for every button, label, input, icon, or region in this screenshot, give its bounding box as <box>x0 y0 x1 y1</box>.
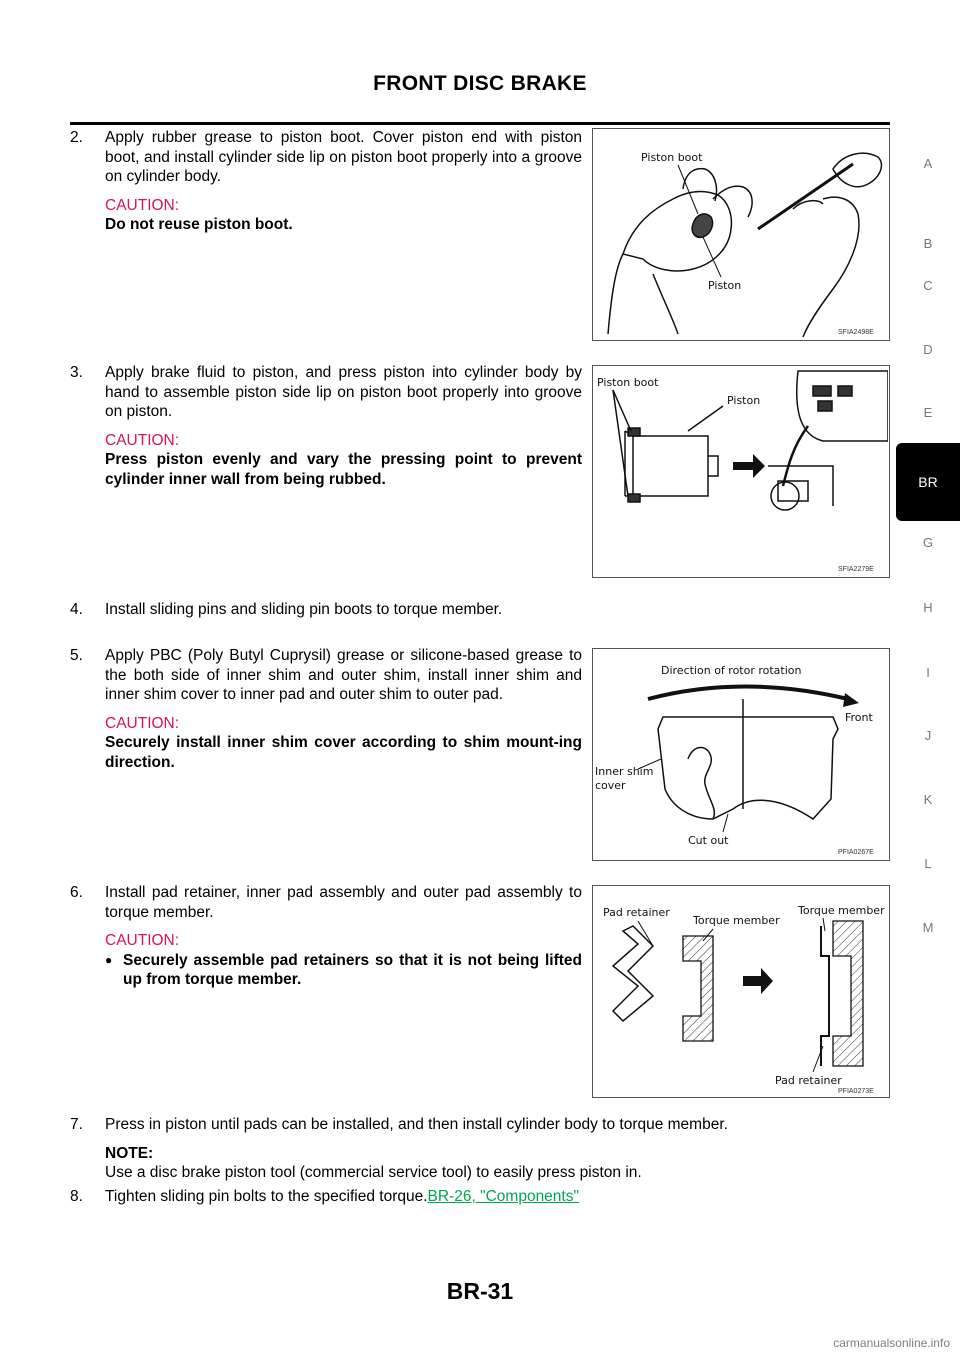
piston-cross-section <box>613 390 723 502</box>
step-number: 3. <box>70 364 83 381</box>
rotation-arrow <box>648 687 848 700</box>
fig3-label-cover: cover <box>595 779 626 792</box>
pad-outline <box>658 699 838 819</box>
page-title: FRONT DISC BRAKE <box>373 72 587 95</box>
fig3-label-cut-out: Cut out <box>688 834 729 847</box>
figure-piston-boot-install <box>592 128 890 341</box>
caution-text: Securely assemble pad retainers so that it is not being lifted up from torque member. <box>123 951 582 988</box>
arrow-head-icon <box>843 693 859 707</box>
step-text: Apply PBC (Poly Butyl Cuprysil) grease or silicone-based grease to the both side of inner shim and outer shim, install inner shim and inner shim cover to inner pad and outer shim to outer pad. <box>105 647 582 703</box>
section-tab-h[interactable]: H <box>923 600 933 615</box>
fig4-label-torque-member-2: Torque member <box>798 904 885 917</box>
fig4-label-pad-retainer: Pad retainer <box>603 906 670 919</box>
fig3-label-inner-shim: Inner shim <box>595 765 654 778</box>
step-7 <box>70 1115 890 1183</box>
caution-label: CAUTION: <box>105 714 180 732</box>
fig3-label-front: Front <box>845 711 873 724</box>
section-tab-c[interactable]: C <box>923 278 933 293</box>
caution-text: Securely install inner shim cover according to shim mount-ing direction. <box>105 734 582 771</box>
step-text: Apply brake fluid to piston, and press piston into cylinder body by hand to assemble piston side lip on piston boot properly into groove on piston. <box>105 364 582 420</box>
step-number: 6. <box>70 884 83 901</box>
bullet-icon: ● <box>105 952 113 967</box>
section-tab-a[interactable]: A <box>923 156 933 171</box>
fig2-code: SFIA2279E <box>838 566 874 573</box>
step-number: 8. <box>70 1188 83 1205</box>
step-3 <box>70 363 582 489</box>
fig1-label-piston: Piston <box>708 279 742 292</box>
section-tab-i[interactable]: I <box>926 665 930 680</box>
fig3-label-direction: Direction of rotor rotation <box>661 664 802 677</box>
section-tab-m[interactable]: M <box>922 920 934 935</box>
step-2 <box>70 128 582 235</box>
step-text: Tighten sliding pin bolts to the specified torque. <box>105 1188 428 1205</box>
fig4-label-pad-retainer-2: Pad retainer <box>775 1074 842 1087</box>
section-tab-e[interactable]: E <box>923 405 933 420</box>
step-6 <box>70 883 582 990</box>
fig2-label-piston-boot: Piston boot <box>597 376 659 389</box>
figure-piston-press <box>592 365 890 578</box>
section-tab-br-active[interactable]: BR <box>896 443 960 521</box>
caution-text: Do not reuse piston boot. <box>105 216 293 233</box>
note-text: Use a disc brake piston tool (commercial service tool) to easily press piston in. <box>105 1164 642 1181</box>
hand-illustration <box>608 153 881 337</box>
watermark: carmanualsonline.info <box>833 1336 950 1350</box>
section-tab-k[interactable]: K <box>923 792 933 807</box>
step-text: Apply rubber grease to piston boot. Cover piston end with piston boot, and install cylinder side lip on piston boot properly into a groove on cylinder body. <box>105 129 582 185</box>
detail-view <box>768 371 888 510</box>
caution-label: CAUTION: <box>105 431 180 449</box>
components-link[interactable]: BR-26, "Components" <box>427 1188 579 1205</box>
fig4-code: PFIA0273E <box>838 1088 874 1095</box>
page-number: BR-31 <box>446 1278 514 1304</box>
section-tab-d[interactable]: D <box>923 342 933 357</box>
fig2-label-piston: Piston <box>727 394 761 407</box>
figure-pad-retainer <box>592 885 890 1098</box>
step-8 <box>70 1187 890 1207</box>
arrow-icon <box>733 454 765 478</box>
figure-inner-shim-cover <box>592 648 890 861</box>
header-rule <box>70 122 890 125</box>
fig1-label-piston-boot: Piston boot <box>641 151 703 164</box>
step-number: 5. <box>70 647 83 664</box>
step-number: 2. <box>70 129 83 146</box>
section-tab-j[interactable]: J <box>924 728 932 743</box>
section-tab-l[interactable]: L <box>924 856 932 871</box>
fig1-code: SFIA2498E <box>838 329 874 336</box>
caution-text: Press piston evenly and vary the pressing point to prevent cylinder inner wall from being rubbed. <box>105 451 582 488</box>
section-tab-g[interactable]: G <box>922 535 934 550</box>
arrow-icon <box>743 968 773 994</box>
torque-member-left <box>683 936 713 1041</box>
note-label: NOTE: <box>105 1144 154 1162</box>
torque-member-right <box>821 921 863 1066</box>
caution-label: CAUTION: <box>105 196 180 214</box>
fig3-code: PFIA0267E <box>838 849 874 856</box>
step-5 <box>70 646 582 772</box>
pad-retainer-shape <box>613 926 653 1021</box>
caution-label: CAUTION: <box>105 932 180 949</box>
step-text: Press in piston until pads can be installed, and then install cylinder body to torque member. <box>105 1116 728 1133</box>
step-text: Install sliding pins and sliding pin boots to torque member. <box>105 601 503 618</box>
step-number: 4. <box>70 601 83 618</box>
step-text: Install pad retainer, inner pad assembly and outer pad assembly to torque member. <box>105 884 582 921</box>
step-4 <box>70 600 670 620</box>
step-number: 7. <box>70 1116 83 1133</box>
section-tab-b[interactable]: B <box>923 236 933 251</box>
fig4-label-torque-member: Torque member <box>693 914 780 927</box>
